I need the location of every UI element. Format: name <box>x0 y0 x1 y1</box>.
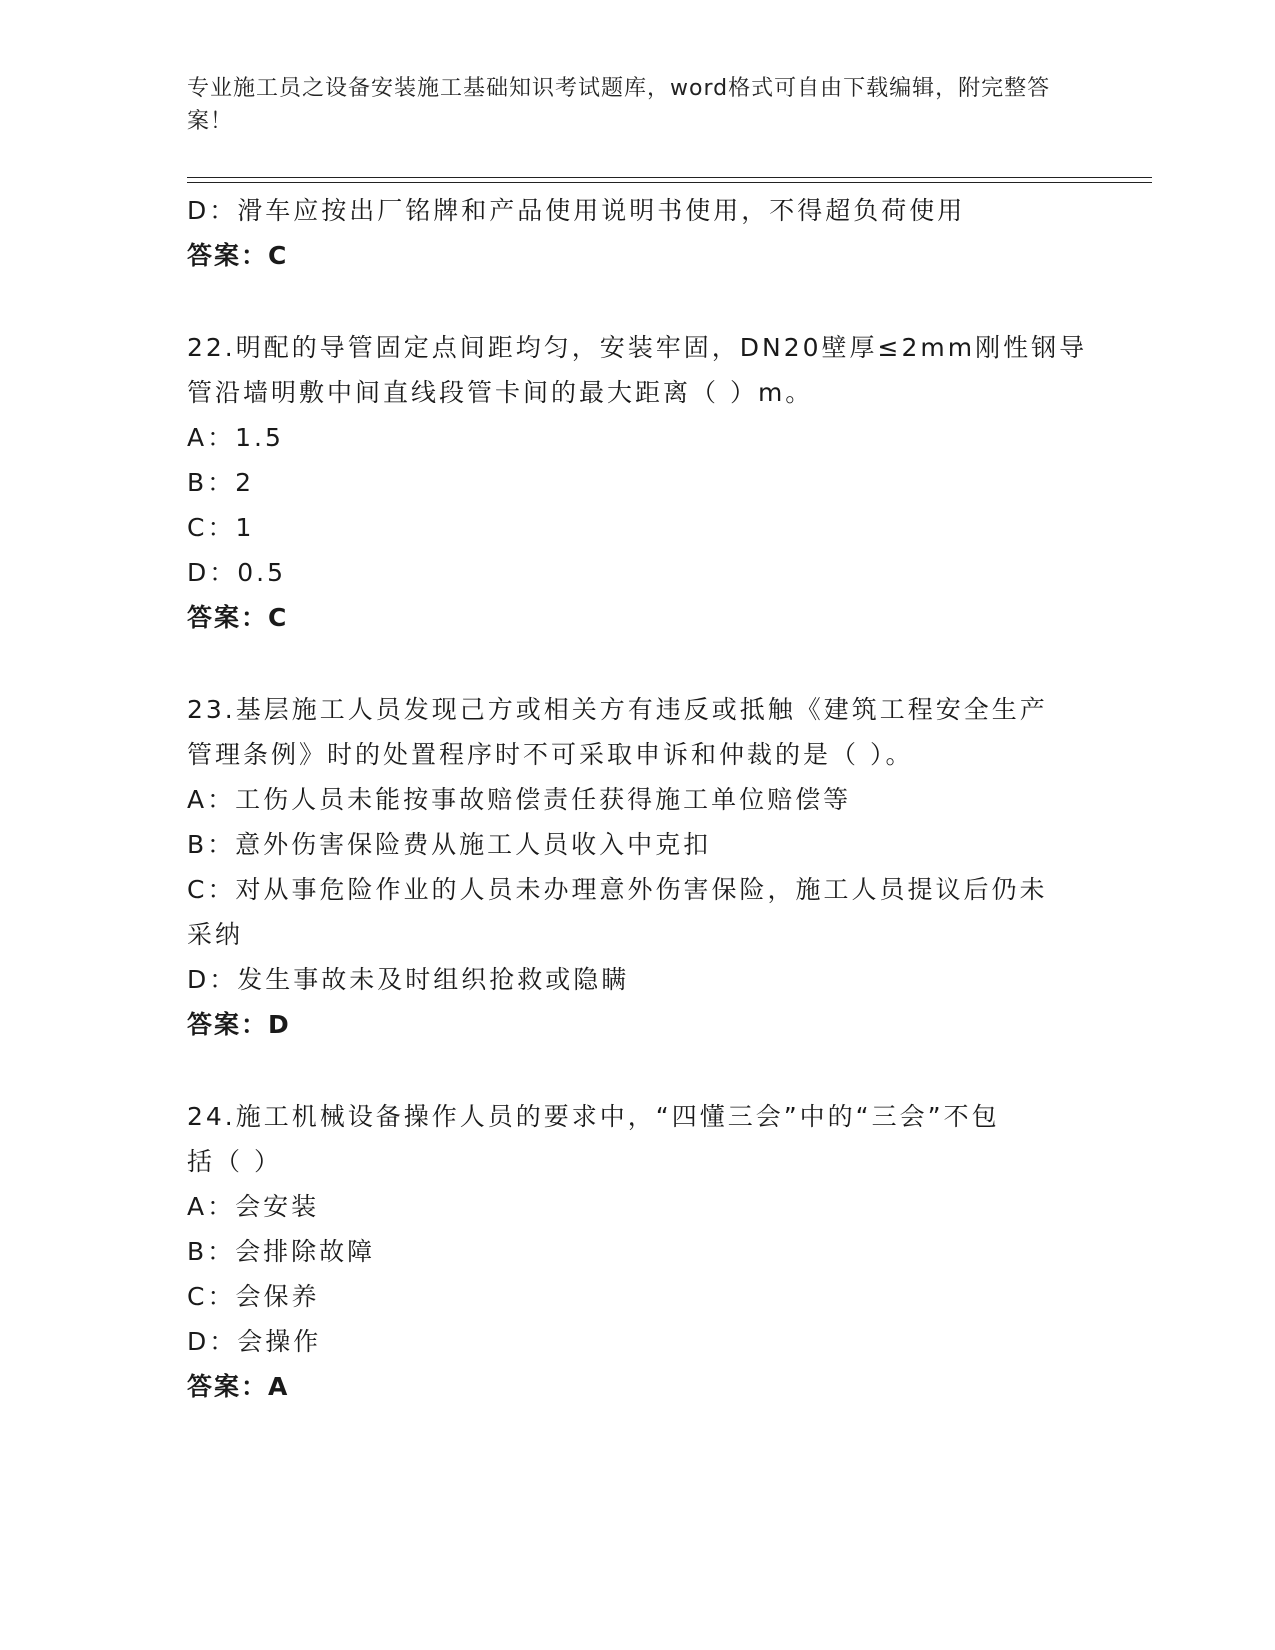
option-b: B：2 <box>187 468 255 497</box>
option-d: D：0.5 <box>187 558 287 587</box>
option-b: B：会排除故障 <box>187 1237 376 1266</box>
question-stem-line-2: 管理条例》时的处置程序时不可采取申诉和仲裁的是（ ）。 <box>187 740 914 769</box>
option-d: D：发生事故未及时组织抢救或隐瞒 <box>187 965 630 994</box>
option-d: D：会操作 <box>187 1327 322 1356</box>
spacer <box>187 278 1077 325</box>
question-stem-line-2: 括（ ） <box>187 1147 282 1176</box>
question-stem-line-2: 管沿墙明敷中间直线段管卡间的最大距离（ ）m。 <box>187 378 814 407</box>
question-stem-line-1: 22.明配的导管固定点间距均匀，安装牢固，DN20壁厚≤2mm刚性钢导 <box>187 333 1088 362</box>
question-24 <box>187 1094 1077 1409</box>
answer-line: 答案：C <box>187 241 289 270</box>
option-c: C：会保养 <box>187 1282 320 1311</box>
option-c-continuation: 采纳 <box>187 920 244 949</box>
question-stem-line-1: 24.施工机械设备操作人员的要求中，“四懂三会”中的“三会”不包 <box>187 1102 1000 1131</box>
option-a: A：会安装 <box>187 1192 320 1221</box>
question-23 <box>187 687 1077 1047</box>
option-a: A：1.5 <box>187 423 284 452</box>
answer-line: 答案：C <box>187 603 289 632</box>
question-22 <box>187 325 1088 640</box>
header-rule-top <box>187 177 1152 178</box>
spacer <box>187 640 1077 687</box>
question-list <box>187 188 1088 1409</box>
option-d: D：滑车应按出厂铭牌和产品使用说明书使用，不得超负荷使用 <box>187 196 966 225</box>
option-a: A：工伤人员未能按事故赔偿责任获得施工单位赔偿等 <box>187 785 852 814</box>
option-c: C：对从事危险作业的人员未办理意外伤害保险，施工人员提议后仍未 <box>187 875 1048 904</box>
answer-line: 答案：D <box>187 1010 291 1039</box>
header-rule-bottom <box>187 182 1152 183</box>
spacer <box>187 1047 1077 1094</box>
option-c: C：1 <box>187 513 255 542</box>
answer-line: 答案：A <box>187 1372 290 1401</box>
option-b: B：意外伤害保险费从施工人员收入中克扣 <box>187 830 712 859</box>
page-header-title: 专业施工员之设备安装施工基础知识考试题库，word格式可自由下载编辑，附完整答案！ <box>187 76 1051 134</box>
question-stem-line-1: 23.基层施工人员发现己方或相关方有违反或抵触《建筑工程安全生产 <box>187 695 1048 724</box>
question-21-continuation <box>187 188 1077 278</box>
